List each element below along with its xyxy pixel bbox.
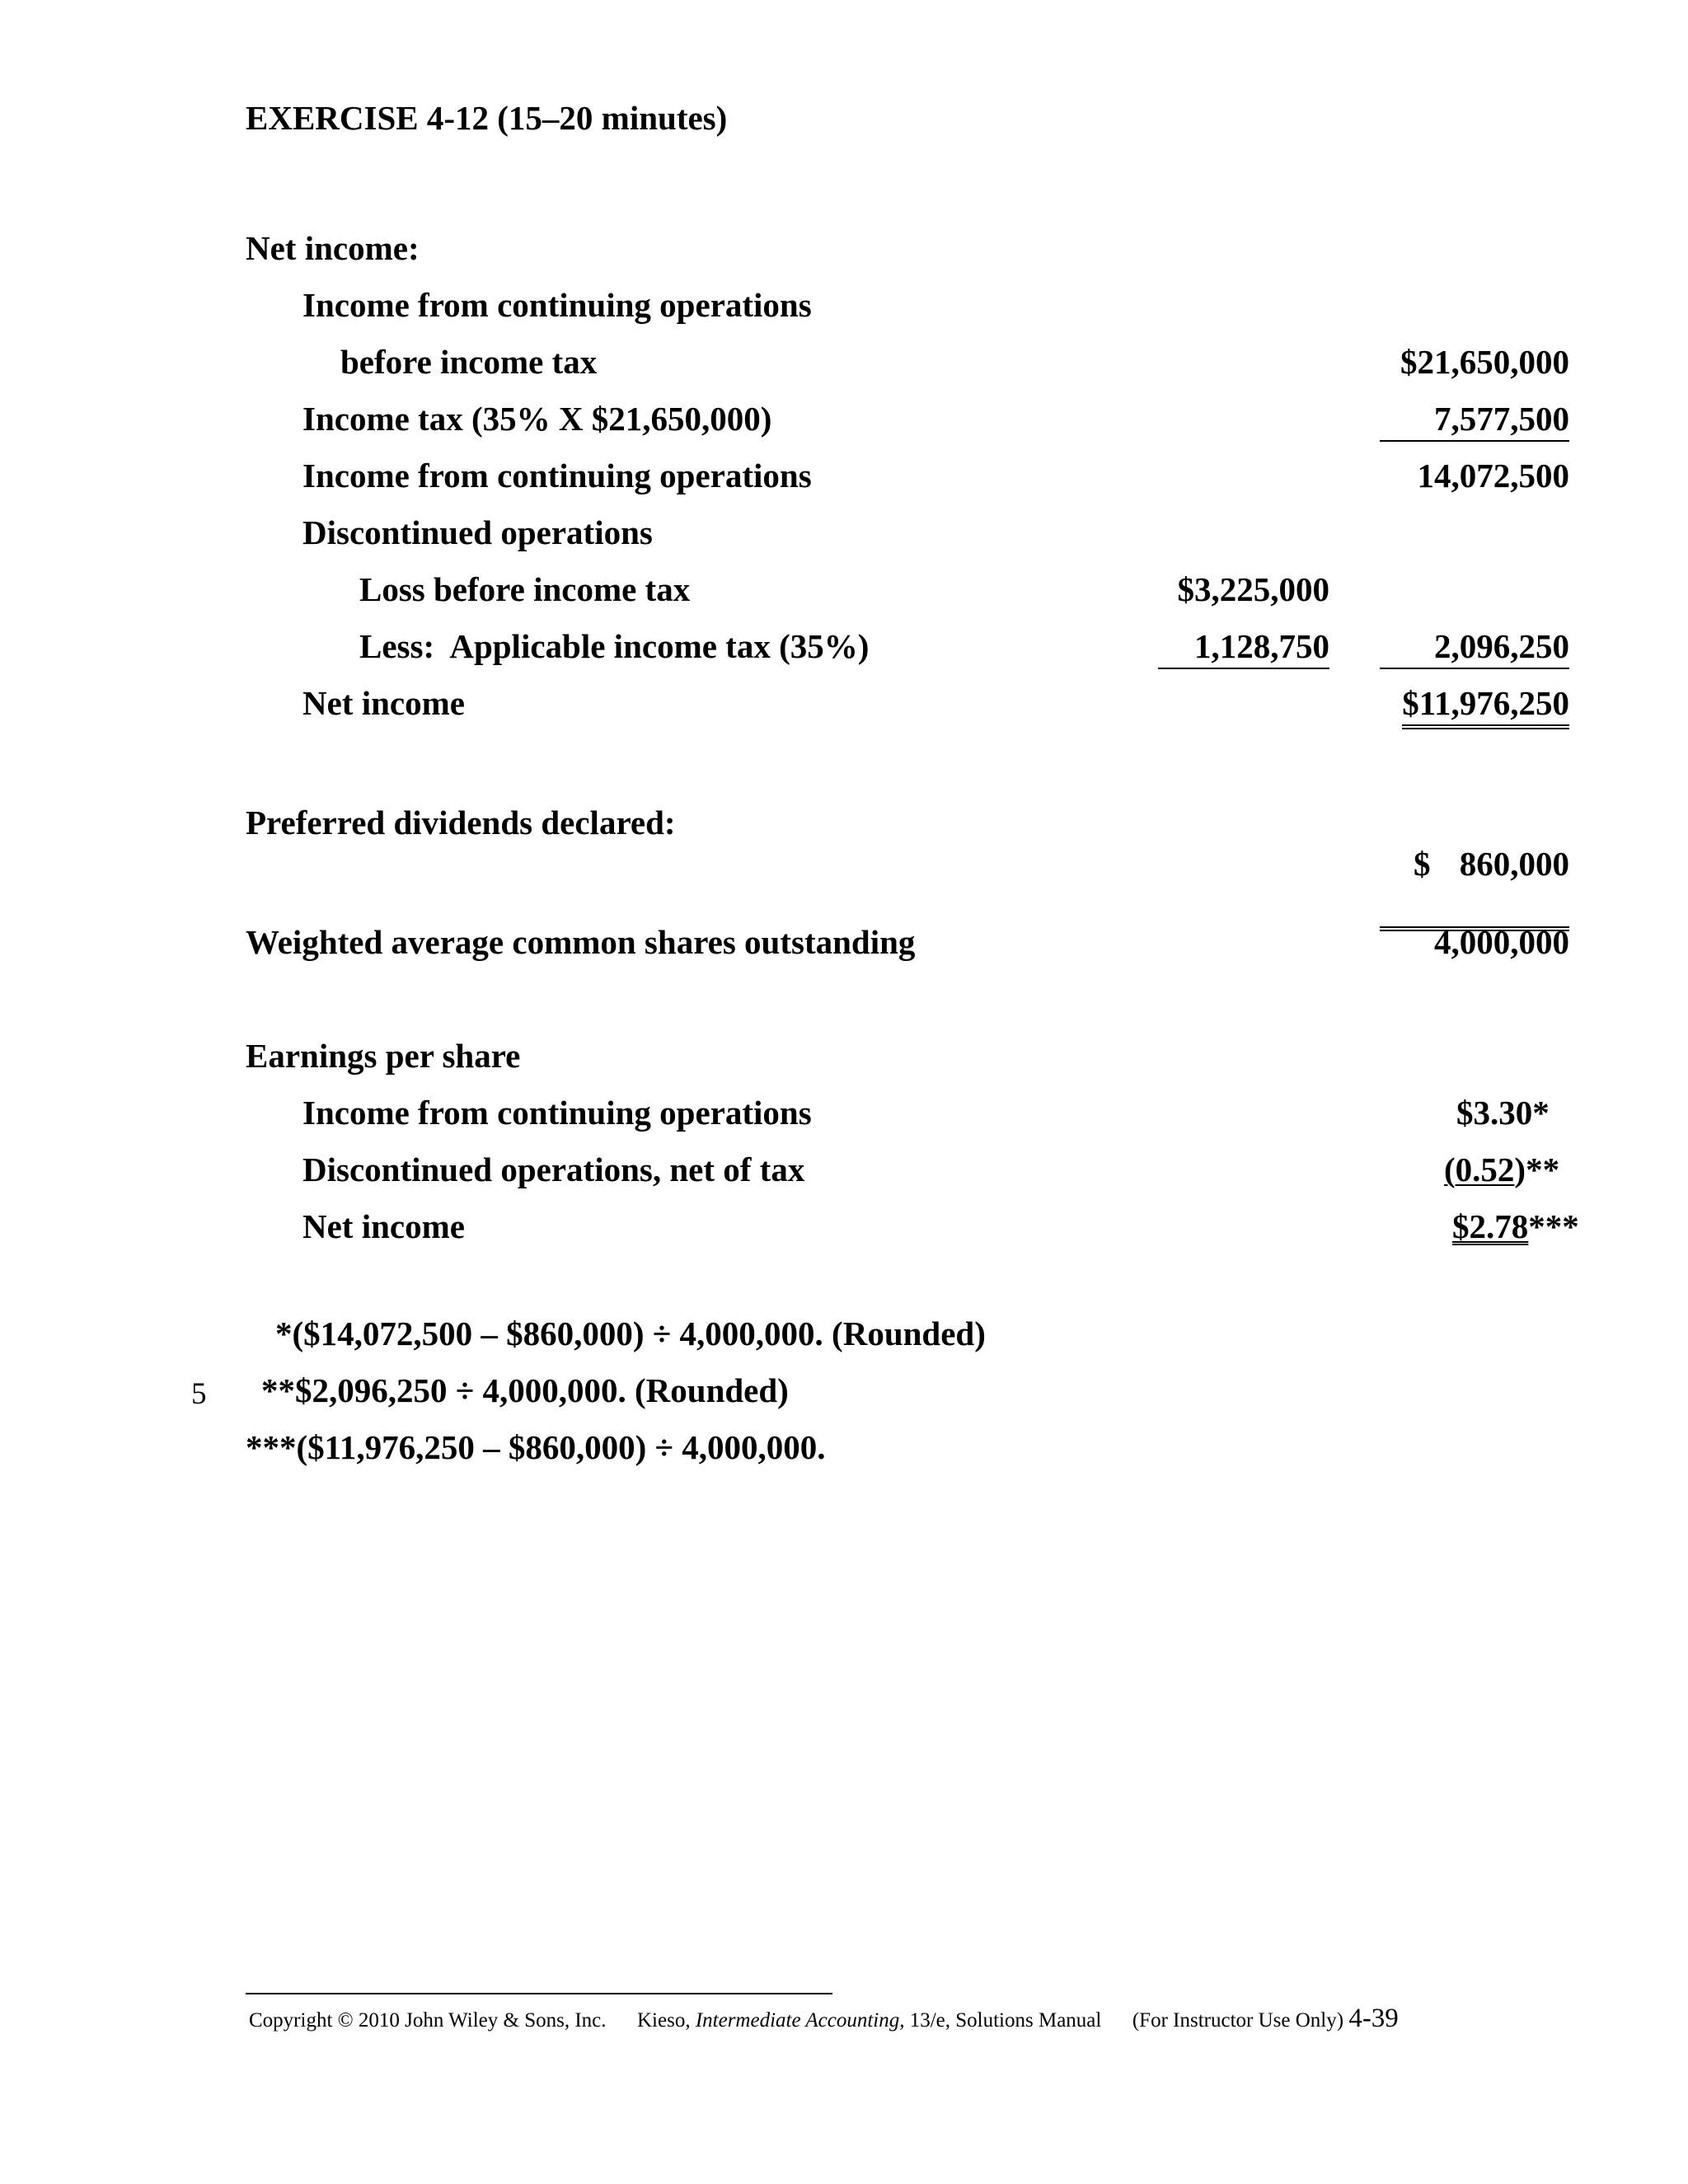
row-amount-col1-underlined: 1,128,750 — [1158, 626, 1329, 669]
eps-close-paren: ) — [1514, 1151, 1526, 1188]
footnote: ***($11,976,250 – $860,000) ÷ 4,000,000. — [246, 1428, 826, 1466]
row-label: Net income — [302, 684, 465, 722]
dollar-sign: $ — [1414, 845, 1431, 883]
eps-value: (0.52 — [1444, 1151, 1515, 1188]
row-amount: 14,072,500 — [1417, 457, 1569, 494]
net-income-heading: Net income: — [246, 229, 420, 267]
eps-row-value — [1456, 1092, 1550, 1133]
preferred-dividends-label: Preferred dividends declared: — [246, 804, 676, 841]
row-label: Income from continuing operations — [302, 286, 812, 324]
preferred-dividends-amount — [1380, 802, 1569, 931]
eps-value: $3.30 — [1456, 1094, 1533, 1132]
footer-book-title: Intermediate Accounting, — [695, 2009, 905, 2032]
footnote: **$2,096,250 ÷ 4,000,000. (Rounded) — [261, 1371, 789, 1409]
row-label: Less: Applicable income tax (35%) — [359, 627, 870, 665]
page-footer — [249, 2004, 1399, 2035]
eps-row-label: Income from continuing operations — [302, 1094, 812, 1132]
footer-rule — [246, 1993, 832, 1994]
footer-page-number: 4-39 — [1348, 2004, 1399, 2033]
margin-line-number: 5 — [191, 1377, 207, 1411]
eps-row-label: Net income — [302, 1207, 465, 1245]
eps-heading: Earnings per share — [246, 1037, 521, 1075]
eps-row-value — [1444, 1149, 1559, 1190]
eps-mark: * — [1532, 1094, 1550, 1132]
row-amount-underlined: 7,577,500 — [1380, 398, 1569, 442]
footnote: *($14,072,500 – $860,000) ÷ 4,000,000. (Rounded) — [275, 1315, 986, 1352]
footer-author: Kieso, — [637, 2009, 691, 2032]
preferred-amount-value: 860,000 — [1459, 845, 1569, 883]
row-label: Discontinued operations — [302, 513, 653, 551]
row-amount-col1: $3,225,000 — [1177, 570, 1329, 608]
page-title: EXERCISE 4-12 (15–20 minutes) — [246, 99, 728, 137]
footer-copyright: Copyright © 2010 John Wiley & Sons, Inc. — [249, 2009, 607, 2032]
eps-row-label: Discontinued operations, net of tax — [302, 1151, 805, 1188]
row-label: Income tax (35% X $21,650,000) — [302, 400, 772, 438]
eps-mark: *** — [1528, 1207, 1579, 1245]
row-label: before income tax — [340, 343, 598, 381]
net-income-total: $11,976,250 — [1402, 682, 1569, 729]
row-amount-underlined: 2,096,250 — [1380, 626, 1569, 669]
weighted-shares-label: Weighted average common shares outstanding — [246, 923, 916, 961]
row-amount: $21,650,000 — [1400, 343, 1569, 381]
eps-value: $2.78 — [1452, 1207, 1529, 1245]
eps-row-value — [1452, 1206, 1579, 1247]
footer-usage: (For Instructor Use Only) — [1132, 2009, 1344, 2032]
row-label: Loss before income tax — [359, 570, 691, 608]
row-label: Income from continuing operations — [302, 457, 812, 494]
weighted-shares-amount: 4,000,000 — [1434, 923, 1569, 961]
eps-mark: ** — [1526, 1151, 1560, 1188]
footer-edition: 13/e, Solutions Manual — [909, 2009, 1102, 2032]
